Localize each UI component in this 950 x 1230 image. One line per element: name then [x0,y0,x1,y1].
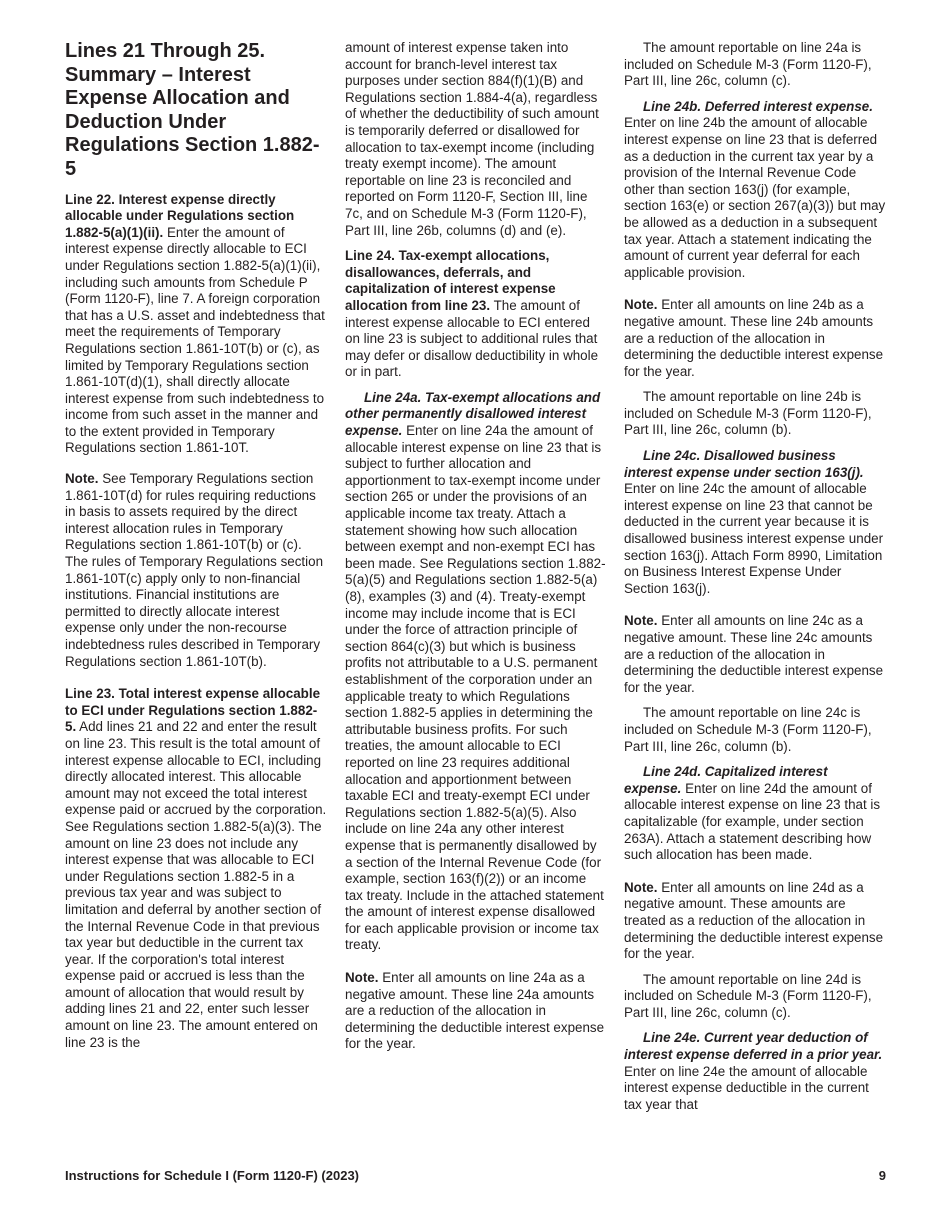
line-24b-reportable: The amount reportable on line 24b is included on Schedule M-3 (Form 1120-F), Part III, line 26c, column (b). [624,389,872,438]
footer-title: Instructions for Schedule I (Form 1120-F) (2023) [65,1168,360,1183]
note-body: Enter all amounts on line 24b as a negative amount. These line 24b amounts are a reduction of the allocation in determining the deductible interest expense for the year. [624,297,884,379]
page-number: 9 [878,1168,886,1183]
line-23-body: Add lines 21 and 22 and enter the result on line 23. This result is the total amount of interest expense allocable to ECI, including directly allocated interest. This allocable amount may not exceed the total interest expense paid or accrued by the corporation. See Regulations section 1.882-5(a)(3). The amount on line 23 does not include any interest expense that was allocable to ECI under Regulations section 1.882-5 in a previous tax year and was subject to limitation and deferral by another section of the Internal Revenue Code in that previous tax year but deductible in the current tax year. If the corporation's total interest expense paid or accrued is less than the amount of allocation that would result by adding lines 21 and 22, enter such lesser amount on line 23. The amount entered on line 23 is the [65,719,327,1050]
line-24d-body: Enter on line 24d the amount of allocable interest expense on line 23 that is capitalizable (for example, under section 263A). Attach a statement describing how such allocation has been made. [624,780,881,863]
column-left [65,40,327,1060]
note-label: Note. [624,879,658,895]
note-label: Note. [345,970,379,986]
line-24e-title: Line 24e. Current year deduction of interest expense deferred in a prior year. [624,1030,883,1063]
line-24c-title: Line 24c. Disallowed business interest expense under section 163(j). [624,448,864,480]
line-22-paragraph [65,192,327,458]
column-right [624,40,886,1122]
line-24d-paragraph [624,764,886,864]
line-24b-body: Enter on line 24b the amount of allocable interest expense on line 23 that is deferred as a deduction in the current tax year by a provision of the Internal Revenue Code other than section 163(j) (for example, section 163(e) or section 267(a)(3)) but may be allowed as a deduction in a subsequent tax year. Attach a statement indicating the amount of current year deferral for each applicable provision. [624,115,886,280]
note-body: See Temporary Regulations section 1.861-10T(d) for rules requiring reductions in basis to assets required by the direct interest allocation rules in Temporary Regulations section 1.861-10T(b) or (c). The rules of Temporary Regulations section 1.861-10T(c) apply only to non-financial institutions. Financial institutions are permitted to directly allocate interest expense only under the non-recourse indebtedness rules described in Temporary Regulations section 1.861-10T(b). [65,471,324,669]
line-22-body: Enter the amount of interest expense directly allocable to ECI under Regulations section 1.882-5(a)(1)(ii), including such amounts from Schedule P (Form 1120-F), line 7. A foreign corporation that has a U.S. asset and indebtedness that meet the requirements of Temporary Regulations section 1.861-10T(b) or (c), as limited by Temporary Regulations section 1.861-10T(d)(1), shall directly allocate interest expense from such indebtedness to income from such asset in the manner and to the extent provided in Temporary Regulations section 1.861-10T. [65,224,325,456]
line-24e-body: Enter on line 24e the amount of allocable interest expense deductible in the current tax year that [624,1063,869,1112]
note-body: Enter all amounts on line 24c as a negative amount. These line 24c amounts are a reduction of the allocation in determining the deductible interest expense for the year. [624,613,884,695]
note-body: Enter all amounts on line 24a as a negative amount. These line 24a amounts are a reduction of the allocation in determining the deductible interest expense for the year. [345,970,605,1052]
line-23-title: Line 23. Total interest expense allocable to ECI under Regulations section 1.882-5. [65,686,321,735]
note-label: Note. [65,471,99,487]
line-23-continued: amount of interest expense taken into account for branch-level interest tax purposes under section 884(f)(1)(B) and Regulations section 1.884-4(a), regardless of whether the deductibility of such amount is temporarily deferred or disallowed for allocation to tax-exempt income (including treaty exempt income). The amount reportable on line 23 is reconciled and reported on Form 1120-F, Section III, line 7c, and on Schedule M-3 (Form 1120-F), Part III, line 26b, columns (d) and (e). [345,40,599,238]
note-paragraph [624,880,886,963]
section-heading: Lines 21 Through 25. Summary – Interest Expense Allocation and Deduction Under Regulations Section 1.882-5 [65,40,320,180]
line-24c-paragraph [624,448,886,597]
note-label: Note. [624,297,658,313]
note-paragraph [624,297,886,380]
line-24-body: The amount of interest expense allocable to ECI entered on line 23 is subject to additional rules that may defer or disallow deductibility in whole or in part. [345,297,599,380]
line-24-title: Line 24. Tax-exempt allocations, disallowances, deferrals, and capitalization of interest expense allocation from line 23. [345,248,556,313]
line-22-title: Line 22. Interest expense directly allocable under Regulations section 1.882-5(a)(1)(ii). [65,191,295,240]
line-24e-paragraph [624,1030,886,1113]
line-24d-reportable: The amount reportable on line 24d is included on Schedule M-3 (Form 1120-F), Part III, line 26c, column (c). [624,971,872,1020]
line-24c-reportable: The amount reportable on line 24c is included on Schedule M-3 (Form 1120-F), Part III, line 26c, column (b). [624,705,872,754]
line-24a-reportable: The amount reportable on line 24a is included on Schedule M-3 (Form 1120-F), Part III, line 26c, column (c). [624,40,872,89]
line-24c-body: Enter on line 24c the amount of allocable interest expense on line 23 that cannot be deducted in the current year because it is disallowed business interest expense under section 163(j). Attach Form 8990, Limitation on Business Interest Expense Under Section 163(j). [624,481,884,596]
line-24a-paragraph [345,390,607,954]
note-paragraph [65,471,327,670]
note-paragraph [624,613,886,696]
line-24b-paragraph [624,99,886,282]
line-24a-body: Enter on line 24a the amount of allocable interest expense on line 23 that is subject to further allocation and apportionment to tax-exempt income under section 265 or under the provisions of an applicable income tax treaty. Attach a statement showing how such allocation between exempt and non-exempt ECI has been made. See Regulations section 1.882-5(a)(5) and Regulations section 1.882-5(a)(8), examples (3) and (4). Treaty-exempt income may include income that is ECI under the force of attraction principle of section 864(c)(3) but which is business profits not attributable to a U.S. permanent establishment of the corporation under an applicable treaty to which Regulations section 1.882-5 applies in determining the attributable business profits. For such treaties, the amount allocable to ECI reported on line 23 requires additional allocation and apportionment between taxable ECI and treaty-exempt ECI under Regulations section 1.882-5(a)(5). Also include on line 24a any other interest expense that is permanently disallowed by a section of the Internal Revenue Code (for example, section 163(f)(2)) or an income tax treaty. Include in the attached statement the amount of interest expense disallowed for each applicable provision or income tax treaty. [345,423,606,953]
line-23-paragraph [65,686,327,1051]
line-24d-title: Line 24d. Capitalized interest expense. [624,764,828,796]
note-label: Note. [624,613,658,629]
line-24b-title: Line 24b. Deferred interest expense. [643,98,873,114]
column-middle [345,40,607,1062]
note-body: Enter all amounts on line 24d as a negative amount. These amounts are treated as a reduction of the allocation in determining the deductible interest expense for the year. [624,879,884,962]
line-24a-title: Line 24a. Tax-exempt allocations and other permanently disallowed interest expense. [345,389,601,439]
line-24-paragraph [345,248,607,381]
note-paragraph [345,970,607,1053]
